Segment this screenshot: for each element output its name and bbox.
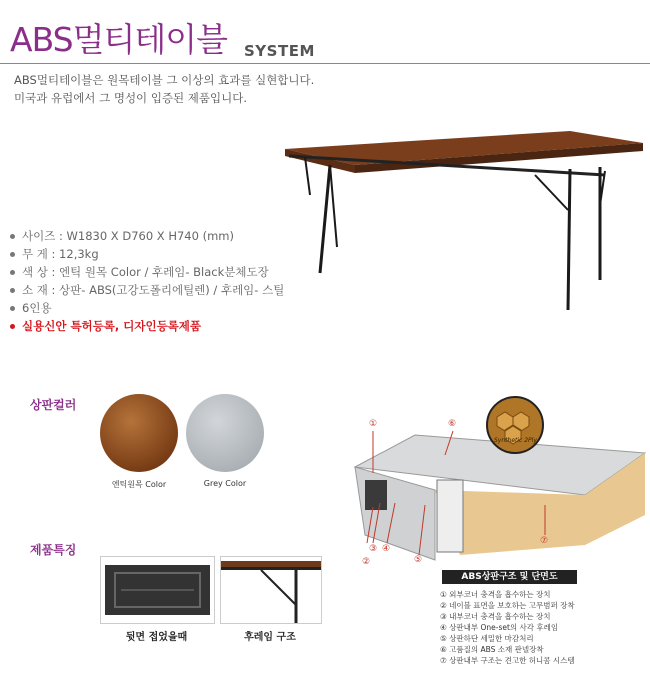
- callout-7: ⑦: [540, 536, 549, 546]
- spec-patent: [10, 318, 201, 334]
- spec-capacity-text: 6인용: [22, 301, 52, 315]
- spec-weight-text: 무 게 : 12,3kg: [22, 247, 99, 261]
- intro-line-1: ABS멀티테이블은 원목테이블 그 이상의 효과를 실현합니다.: [14, 73, 315, 87]
- swatch-caption-grey: Grey Color: [203, 479, 247, 488]
- legend-item-6: ⑥ 고품질의 ABS 소재 판넬장착: [440, 645, 544, 654]
- legend-item-1: ① 외부코너 충격을 흡수하는 장치: [440, 590, 551, 599]
- page-title: ABS멀티테이블: [10, 20, 227, 59]
- bullet-icon: [10, 252, 15, 257]
- honeycomb-label: Synthetic 2Ply: [494, 437, 537, 444]
- photo-folded-underside: [100, 556, 215, 624]
- header-divider: [0, 63, 650, 64]
- spec-weight: [10, 246, 99, 262]
- spec-material-text: 소 재 : 상판- ABS(고강도폴리에틸렌) / 후레임- 스틸: [22, 283, 285, 297]
- swatch-antique-wood: [100, 394, 178, 472]
- spec-color: [10, 264, 269, 280]
- legend-item-2: ② 네이블 표면을 보호하는 고무범퍼 장착: [440, 601, 575, 610]
- swatch-grey: [186, 394, 264, 472]
- bullet-icon: [10, 324, 15, 329]
- frame-structure-image: [221, 557, 321, 623]
- spec-patent-text: 실용신안 특허등록, 디자인등록제품: [22, 319, 202, 333]
- spec-material: [10, 282, 284, 298]
- callout-6: ⑥: [448, 419, 457, 429]
- legend-item-3: ③ 내부코너 충격을 흡수하는 장치: [440, 612, 551, 621]
- page-subtitle: SYSTEM: [244, 42, 315, 60]
- callout-3: ③: [369, 544, 378, 554]
- photo-frame-structure: [220, 556, 322, 624]
- legend-title: ABS상판구조 및 단면도: [442, 570, 577, 584]
- legend-item-4: ④ 상판내부 One-set의 사각 후레임: [440, 623, 559, 632]
- callout-1: ①: [369, 419, 378, 429]
- bullet-icon: [10, 306, 15, 311]
- callout-4: ④: [382, 544, 391, 554]
- legend-item-7: ⑦ 상판내부 구조는 견고한 허니콤 시스템: [440, 656, 575, 665]
- spec-size-text: 사이즈 : W1830 X D760 X H740 (mm): [22, 229, 234, 243]
- callout-5: ⑤: [414, 555, 423, 565]
- table-illustration: [275, 125, 650, 325]
- bullet-icon: [10, 234, 15, 239]
- spec-size: [10, 228, 234, 244]
- photo-caption-folded: 뒷면 접었을때: [125, 632, 188, 643]
- folded-underside-image: [101, 557, 214, 623]
- spec-capacity: [10, 300, 52, 316]
- callout-2: ②: [362, 557, 371, 567]
- cross-section-diagram: [345, 395, 650, 570]
- bullet-icon: [10, 270, 15, 275]
- spec-color-text: 색 상 : 엔틱 원목 Color / 후레임- Black분체도장: [22, 265, 269, 279]
- swatch-caption-wood: 엔틱원목 Color: [111, 480, 167, 489]
- intro-line-2: 미국과 유럽에서 그 명성이 입증된 제품입니다.: [14, 91, 248, 105]
- photo-caption-frame: 후레임 구조: [244, 632, 296, 643]
- bullet-icon: [10, 288, 15, 293]
- features-section-label: 제품특징: [30, 543, 77, 557]
- colors-section-label: 상판컬러: [30, 398, 77, 412]
- legend-item-5: ⑤ 상판하단 세밀한 마감처리: [440, 634, 534, 643]
